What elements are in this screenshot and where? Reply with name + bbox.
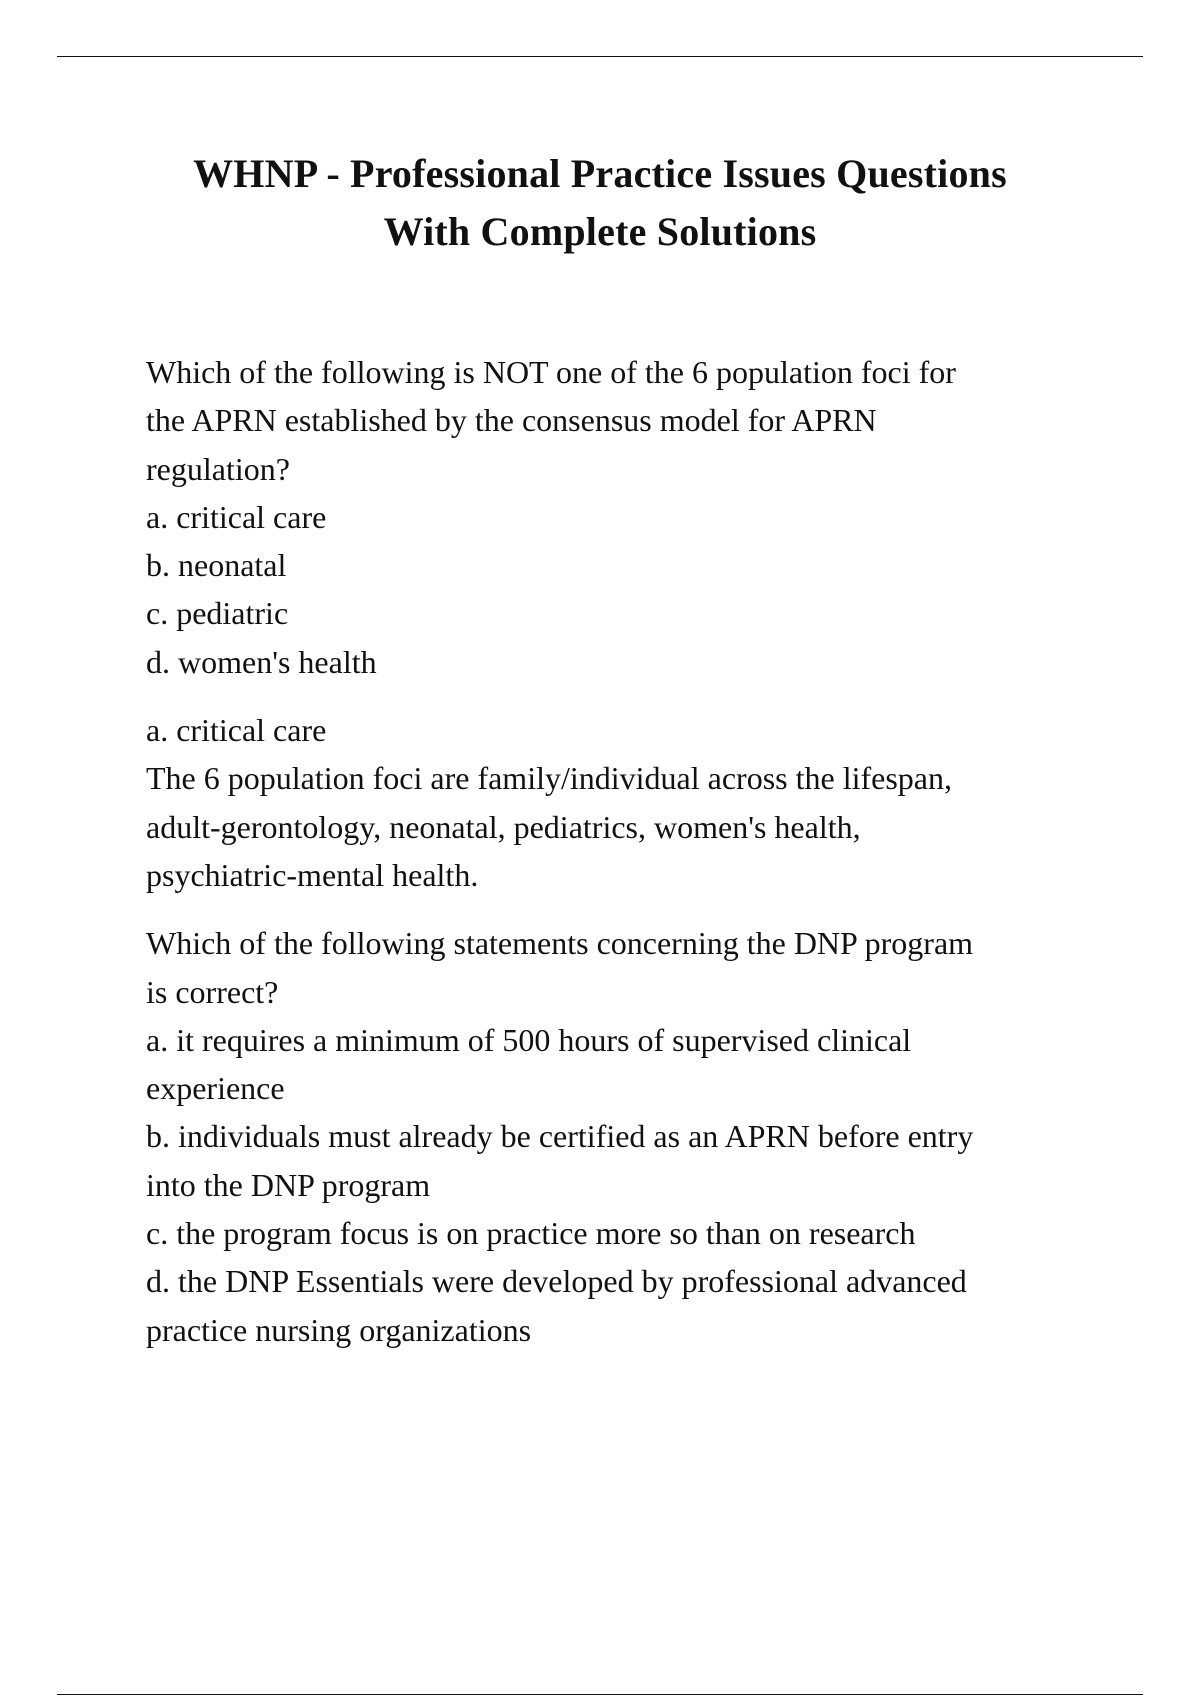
answer-option: c. the program focus is on practice more so than on research <box>146 1215 916 1252</box>
question-1 <box>146 348 1106 686</box>
answer-option: b. neonatal <box>146 547 287 584</box>
solution-1 <box>146 706 1106 899</box>
explanation-line: psychiatric-mental health. <box>146 856 479 893</box>
header-rule <box>57 56 1143 57</box>
answer-option: d. women's health <box>146 643 377 680</box>
question-text-line: regulation? <box>146 450 290 487</box>
explanation-line: adult-gerontology, neonatal, pediatrics, women's health, <box>146 808 861 845</box>
correct-answer: a. critical care <box>146 712 327 749</box>
answer-option: a. critical care <box>146 498 327 535</box>
title-line-1: WHNP - Professional Practice Issues Questions <box>193 151 1007 196</box>
spacer <box>146 899 1106 919</box>
spacer <box>146 686 1106 706</box>
question-2 <box>146 919 1106 1354</box>
document-body <box>146 348 1106 1354</box>
question-text-line: the APRN established by the consensus model for APRN <box>146 402 877 439</box>
answer-option: experience <box>146 1070 285 1107</box>
document-title <box>120 145 1080 261</box>
title-line-2: With Complete Solutions <box>383 209 817 254</box>
question-text-line: Which of the following is NOT one of the 6 population foci for <box>146 354 956 390</box>
question-text-line: Which of the following statements concerning the DNP program <box>146 925 974 962</box>
answer-option: d. the DNP Essentials were developed by professional advanced <box>146 1263 967 1300</box>
answer-option: practice nursing organizations <box>146 1311 532 1348</box>
answer-option: into the DNP program <box>146 1166 431 1203</box>
footer-rule <box>57 1694 1143 1695</box>
answer-option: c. pediatric <box>146 595 289 632</box>
answer-option: b. individuals must already be certified as an APRN before entry <box>146 1118 974 1155</box>
answer-option: a. it requires a minimum of 500 hours of supervised clinical <box>146 1021 912 1058</box>
explanation-line: The 6 population foci are family/individual across the lifespan, <box>146 760 952 797</box>
question-text-line: is correct? <box>146 973 279 1010</box>
